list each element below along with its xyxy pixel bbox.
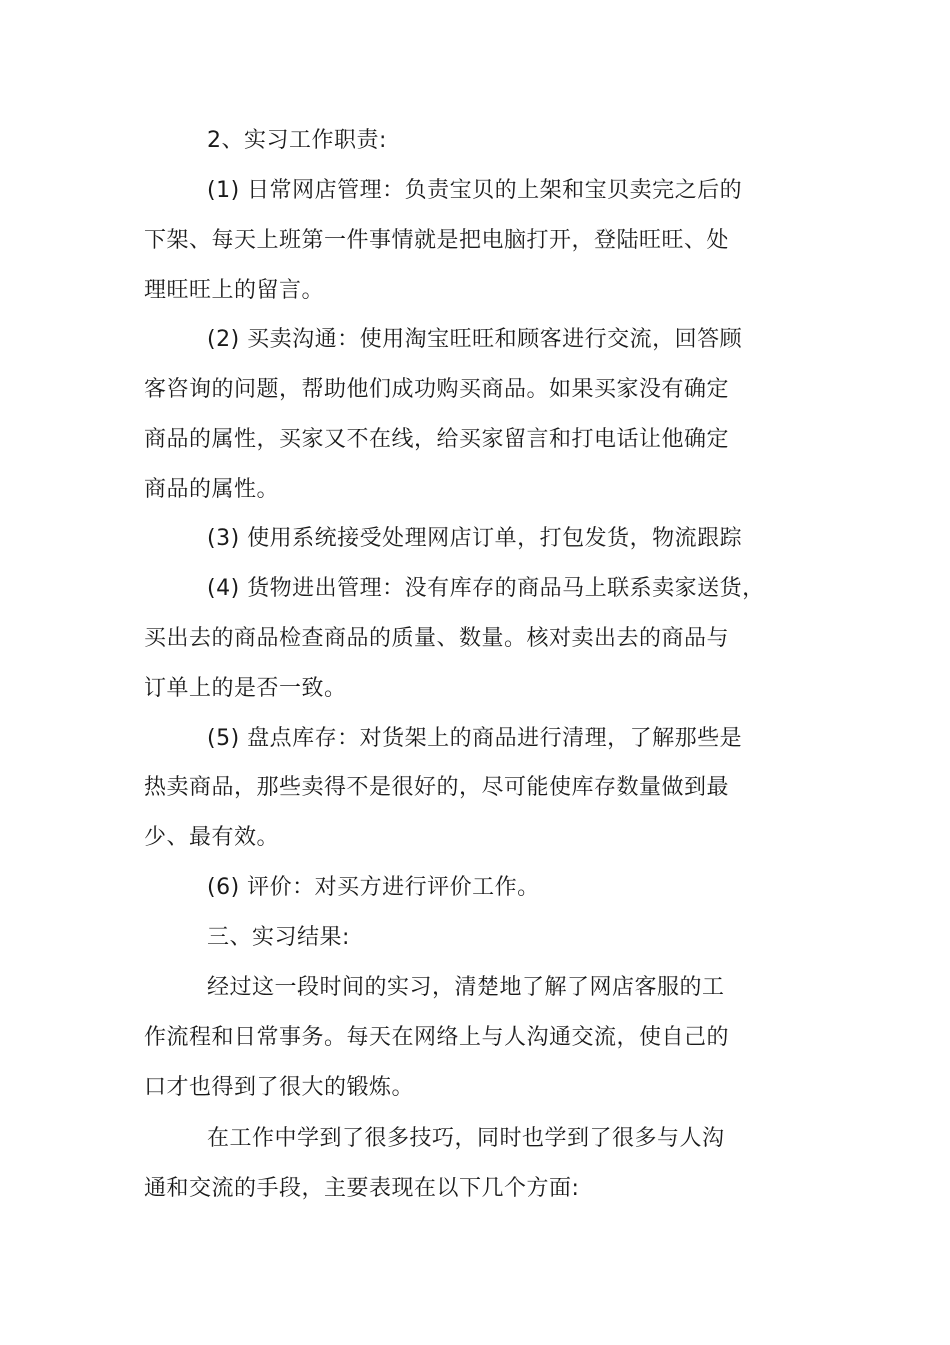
paragraph-line: 通和交流的手段，主要表现在以下几个方面: (144, 1176, 580, 1201)
paragraph-line: 口才也得到了很大的锻炼。 (144, 1075, 415, 1100)
paragraph-line: 少、最有效。 (144, 825, 280, 850)
paragraph-line: 作流程和日常事务。每天在网络上与人沟通交流，使自己的 (144, 1025, 730, 1050)
paragraph-line: (5) 盘点库存：对货架上的商品进行清理，了解那些是 (207, 726, 743, 751)
paragraph-line: 客咨询的问题，帮助他们成功购买商品。如果买家没有确定 (144, 377, 730, 402)
paragraph-line: (1) 日常网店管理：负责宝贝的上架和宝贝卖完之后的 (207, 178, 743, 203)
paragraph-line: 理旺旺上的留言。 (144, 278, 325, 303)
paragraph-line: 商品的属性，买家又不在线，给买家留言和打电话让他确定 (144, 427, 730, 452)
paragraph-line: 在工作中学到了很多技巧，同时也学到了很多与人沟 (207, 1126, 725, 1151)
paragraph-line: 热卖商品，那些卖得不是很好的，尽可能使库存数量做到最 (144, 775, 730, 800)
paragraph-line: 经过这一段时间的实习，清楚地了解了网店客服的工 (207, 975, 725, 1000)
section-heading-results: 三、实习结果: (207, 925, 350, 950)
paragraph-line: 买出去的商品检查商品的质量、数量。核对卖出去的商品与 (144, 626, 730, 651)
section-heading-duties: 2、实习工作职责: (207, 128, 387, 153)
paragraph-line: 订单上的是否一致。 (144, 676, 347, 701)
paragraph-line: (3) 使用系统接受处理网店订单，打包发货，物流跟踪 (207, 526, 743, 551)
paragraph-line: (2) 买卖沟通：使用淘宝旺旺和顾客进行交流，回答顾 (207, 327, 743, 352)
paragraph-line: (4) 货物进出管理：没有库存的商品马上联系卖家送货， (207, 576, 765, 601)
paragraph-line: (6) 评价：对买方进行评价工作。 (207, 875, 540, 900)
paragraph-line: 商品的属性。 (144, 477, 280, 502)
paragraph-line: 下架、每天上班第一件事情就是把电脑打开，登陆旺旺、处 (144, 228, 730, 253)
